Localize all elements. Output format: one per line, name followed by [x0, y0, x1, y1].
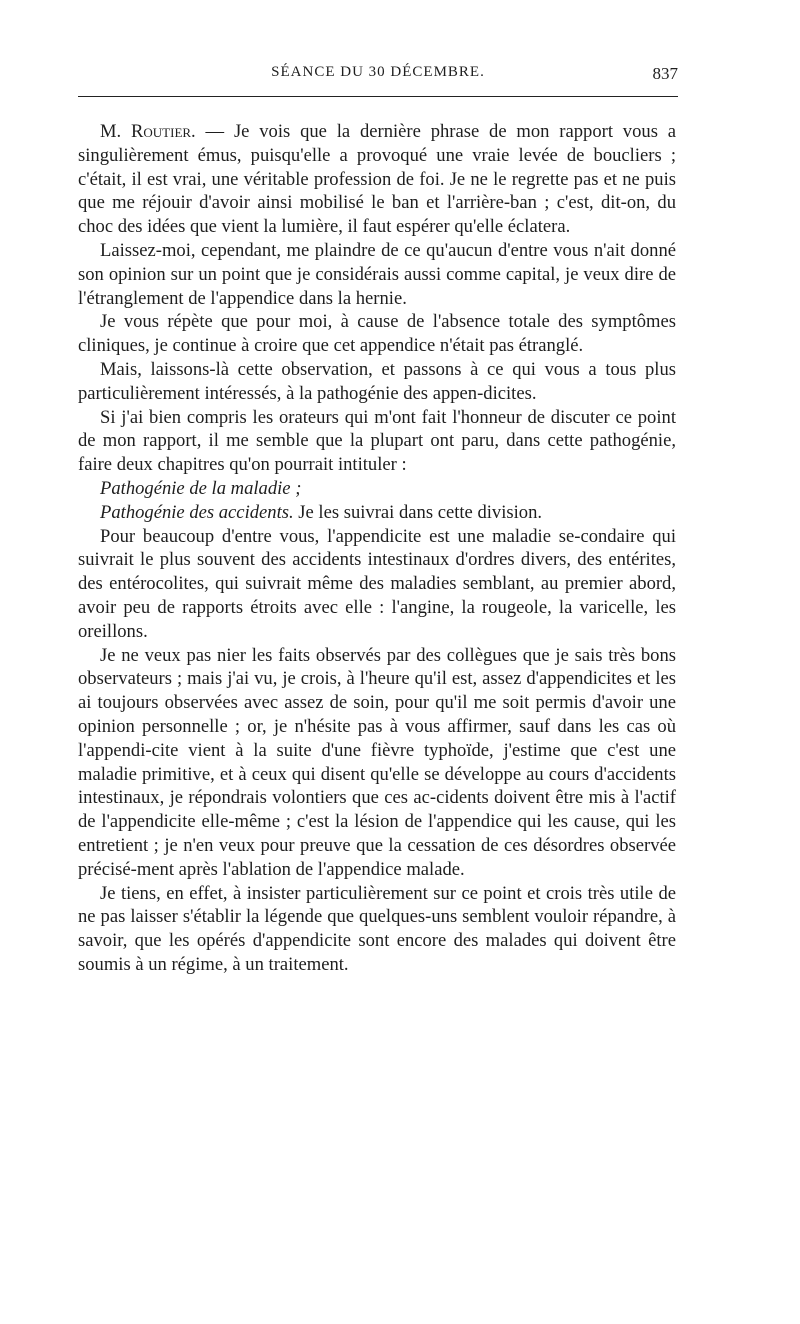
paragraph-2: Laissez-moi, cependant, me plaindre de ce qu'aucun d'entre vous n'ait donné son opinion sur un point que je considérais aussi comme capital, je veux dire de l'étranglement de l'appendice dans la hernie. — [78, 239, 676, 309]
running-title: SÉANCE DU 30 DÉCEMBRE. — [271, 64, 485, 80]
paragraph-4: Mais, laissons-là cette observation, et passons à ce qui vous a tous plus particulièrement intéressés, à la pathogénie des appen-dicites. — [78, 358, 676, 404]
paragraph-1-text: — Je vois que la dernière phrase de mon rapport vous a singulièrement émus, puisqu'elle a provoqué une vraie levée de boucliers ; c'était, il est vrai, une véritable profession de foi. Je ne le regrette pas et ne puis que me réjouir d'avoir ainsi mobilisé le ban et l'arrière-ban ; c'est, dit-on, du choc des idées que vient la lumière, il faut espérer qu'elle éclatera. — [78, 121, 676, 238]
header-rule — [78, 96, 678, 97]
paragraph-3: Je vous répète que pour moi, à cause de l'absence totale des symptômes cliniques, je continue à croire que cet appendice n'était pas étranglé. — [78, 311, 676, 357]
paragraph-8: Pour beaucoup d'entre vous, l'appendicite est une maladie se-condaire qui suivrait le plus souvent des accidents intestinaux d'ordres divers, des entérites, des entérocolites, qui suivrait même des maladies semblant, au premier abord, avoir peu de rapports étroits avec elle : l'angine, la rougeole, la varicelle, les oreillons. — [78, 525, 676, 642]
paragraph-7-text: Je les suivrai dans cette division. — [293, 501, 543, 523]
paragraph-7 — [78, 501, 676, 525]
page-header — [78, 64, 678, 88]
paragraph-6 — [78, 477, 676, 501]
heading-pathogenie-maladie: Pathogénie de la maladie ; — [100, 477, 302, 499]
heading-pathogenie-accidents: Pathogénie des accidents. — [100, 501, 294, 523]
paragraph-5: Si j'ai bien compris les orateurs qui m'ont fait l'honneur de discuter ce point de mon rapport, il me semble que la plupart ont paru, dans cette pathogénie, faire deux chapitres qu'on pourrait intituler : — [78, 406, 676, 476]
page-number: 837 — [652, 64, 678, 83]
paragraph-10: Je tiens, en effet, à insister particulièrement sur ce point et crois très utile de ne pas laisser s'établir la légende que quelques-uns semblent vouloir répandre, à savoir, que les opérés d'appendicite sont encore des malades qui doivent être soumis à un régime, à un traitement. — [78, 882, 676, 975]
body-text — [78, 120, 676, 977]
paragraph-9: Je ne veux pas nier les faits observés par des collègues que je sais très bons observateurs ; mais j'ai vu, je crois, à l'heure qu'il est, assez d'appendicites et les ai toujours observées avec assez de soin, pour qu'il me soit permis d'avoir une opinion personnelle ; or, je n'hésite pas à vous affirmer, sauf dans les cas où l'appendi-cite vient à la suite d'une fièvre typhoïde, j'estime que c'est une maladie primitive, et à ceux qui disent qu'elle se développe au cours d'accidents intestinaux, je répondrais volontiers que ces ac-cidents doivent être mis à l'actif de l'appendicite elle-même ; c'est la lésion de l'appendice qui les cause, qui les entretient ; je n'en veux pour preuve que la cessation de ces désordres observée précisé-ment après l'ablation de l'appendice malade. — [78, 644, 676, 880]
paragraph-1 — [78, 120, 676, 239]
speaker-name: M. Routier. — [100, 121, 196, 142]
